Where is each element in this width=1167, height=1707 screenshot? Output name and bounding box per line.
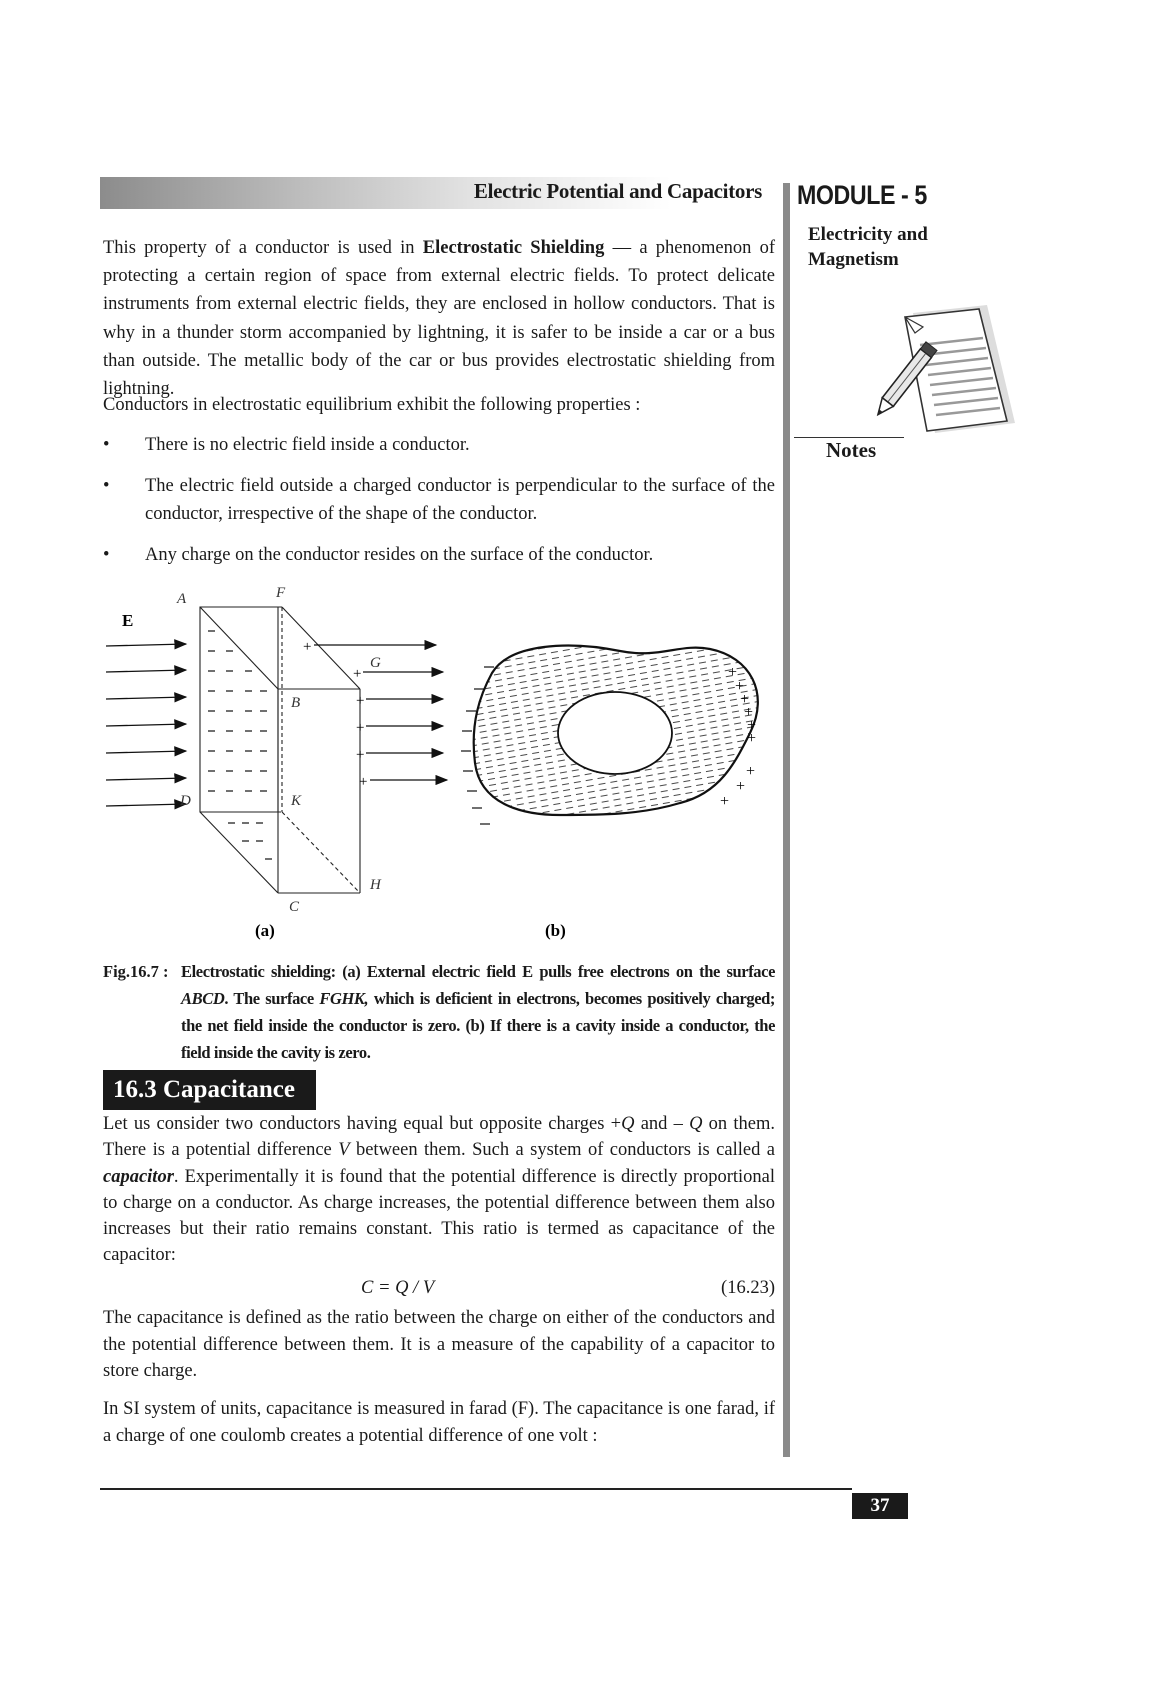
conductor-slab [200, 607, 360, 893]
caption-label: Fig.16.7 : [103, 962, 169, 981]
bullet-dot: • [103, 476, 110, 496]
caption-text-2: . The surface [224, 989, 320, 1008]
label-b: B [291, 695, 301, 711]
field-label-e: E [122, 611, 134, 630]
bullet-text: There is no electric field inside a conductor. [145, 435, 470, 455]
module-subject [808, 222, 948, 272]
equation-number: (16.23) [721, 1278, 775, 1298]
caption-text-1: Electrostatic shielding: (a) External electric field E pulls free electrons on the surface [181, 962, 775, 981]
var-q: Q [621, 1114, 635, 1134]
si-units-paragraph: In SI system of units, capacitance is measured in farad (F). The capacitance is one farad, if a charge of one coulomb creates a potential difference of one volt : [103, 1399, 775, 1446]
plus-sign: + [747, 717, 757, 734]
definition-paragraph: The capacitance is defined as the ratio between the charge on either of the conductors and the potential difference between them. It is a measure of the capability of a capacitor to store charge. [103, 1308, 775, 1381]
plus-sign: + [303, 639, 312, 655]
caption-body [181, 958, 775, 1066]
sidebar-rule [783, 183, 790, 1457]
plus-sign: + [720, 793, 730, 810]
header-title: Electric Potential and Capacitors [473, 179, 762, 203]
var-v: V [338, 1140, 350, 1161]
var-q: Q [689, 1114, 703, 1134]
sub-label-b: (b) [545, 921, 566, 940]
label-c: C [289, 899, 300, 915]
module-subject-line2: Magnetism [808, 249, 899, 270]
cap-text-3: on them. There is a potential difference [103, 1114, 775, 1161]
notes-paper-pencil-icon [875, 305, 1025, 440]
cap-text-2: and – [634, 1114, 690, 1134]
bullet-text: The electric field outside a charged conductor is perpendicular to the surface of the conductor, irrespective of the shape of the conductor. [145, 476, 775, 524]
label-g: G [370, 655, 381, 671]
module-title: MODULE - 5 [797, 180, 927, 210]
plus-sign: + [736, 778, 746, 795]
caption-fghk: FGHK, [319, 989, 369, 1008]
label-d: D [180, 793, 191, 809]
incoming-field-arrows [106, 644, 186, 806]
caption-abcd: ABCD [181, 989, 225, 1008]
plus-sign: + [747, 730, 757, 747]
cap-text-1: Let us consider two conductors having equal but opposite charges + [103, 1114, 622, 1134]
running-header [100, 177, 772, 209]
bullet-text: Any charge on the conductor resides on the surface of the conductor. [145, 545, 654, 565]
intro-text-a: This property of a conductor is used in [103, 238, 423, 258]
plus-sign: + [353, 666, 362, 682]
label-k: K [291, 793, 302, 809]
intro-paragraph [103, 234, 775, 403]
plus-sign: + [356, 693, 365, 709]
footer-rule [100, 1488, 852, 1490]
plus-sign: + [728, 664, 738, 681]
plus-sign: + [356, 747, 365, 763]
term-capacitor: capacitor [103, 1166, 174, 1187]
plus-sign: + [744, 704, 754, 721]
properties-intro: Conductors in electrostatic equilibrium exhibit the following properties : [103, 395, 641, 415]
point-labels [176, 585, 382, 915]
plus-sign: + [356, 720, 365, 736]
notes-label: Notes [826, 438, 877, 462]
label-a: A [177, 591, 187, 607]
plus-sign: + [735, 678, 745, 695]
sub-label-a: (a) [255, 921, 275, 940]
negative-charges-a [208, 631, 272, 859]
plus-sign: + [740, 691, 750, 708]
label-h: H [370, 877, 381, 893]
module-subject-line1: Electricity and [808, 224, 928, 245]
capacitance-paragraph [103, 1111, 775, 1269]
page-number: 37 [852, 1493, 908, 1519]
caption-text-3: which is deficient in electrons, becomes positively charged; the net field inside the conductor is zero. (b) If there is a cavity inside a conductor, the field inside the cavity is zero. [181, 989, 776, 1062]
term-electrostatic-shielding: Electrostatic Shielding [422, 238, 605, 258]
positive-charges-a [303, 639, 367, 790]
plus-sign: + [746, 763, 756, 780]
figure-electrostatic-shielding [100, 583, 780, 953]
intro-text-b: — a phenomenon of protecting a certain region of space from external electric fields. To protect delicate instruments from external electric fields, they are enclosed in hollow conductors. That is why in a thunder storm accompanied by lightning, it is safer to be inside a car or a bus than outside. The metallic body of the car or bus provides electrostatic shielding from lightning. [103, 238, 775, 400]
plus-sign: + [359, 774, 368, 790]
cap-text-5: . Experimentally it is found that the potential difference is directly proportional to charge on a conductor. As charge increases, the potential difference between them also increases but their ratio remains constant. This ratio is termed as capacitance of the capacitor: [103, 1166, 775, 1266]
section-heading: 16.3 Capacitance [103, 1070, 316, 1110]
cap-text-4: between them. Such a system of conductors is called a [349, 1140, 775, 1161]
cavity [558, 692, 672, 774]
bullet-dot: • [103, 435, 110, 455]
equation: C = Q / V [361, 1278, 435, 1298]
bullet-dot: • [103, 545, 110, 565]
label-f: F [276, 585, 286, 601]
